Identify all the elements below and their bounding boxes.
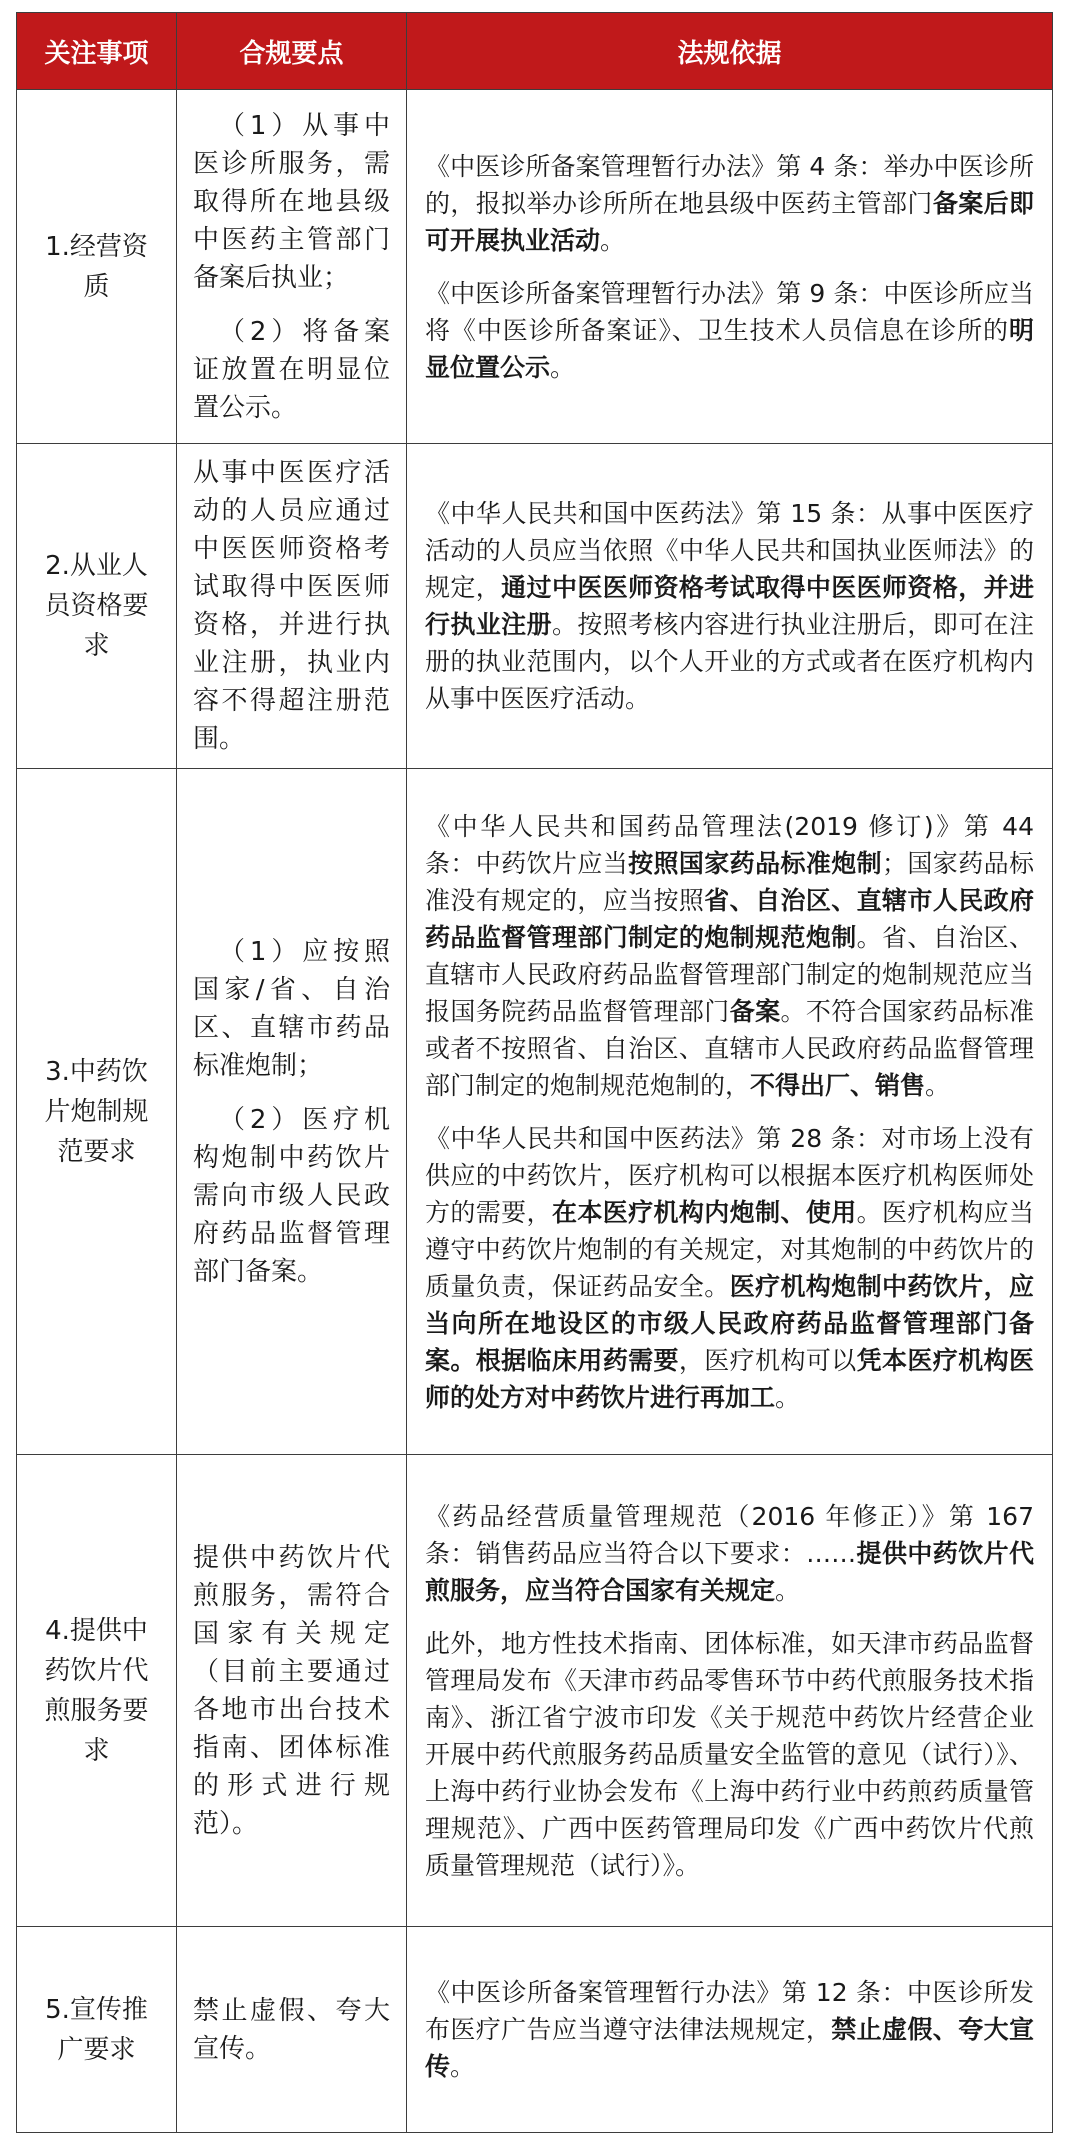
basis-text: 。不符合国家药品标准或者不按照省、自治区、直辖市人民政府药品监督管理部门制定的炮制规范炮制的， (425, 996, 1034, 1100)
legal-basis-paragraph (425, 1625, 1034, 1884)
legal-basis-paragraph (425, 1120, 1034, 1416)
emphasis-text: 医疗机构炮制中药饮片，应当向所在地设区的市级人民政府药品监督管理部门备案。根据临床用药需要 (425, 1271, 1034, 1375)
emphasis-text: 禁止虚假、夸大宣传 (425, 2015, 1034, 2081)
topic-cell: 5.宣传推广要求 (17, 1927, 177, 2133)
basis-text: 。按照考核内容进行执业注册后，即可在注册的执业范围内，以个人开业的方式或者在医疗机构内从事中医医疗活动。 (425, 610, 1034, 713)
legal-basis-paragraph (425, 275, 1034, 386)
header-legal-basis: 法规依据 (407, 13, 1053, 90)
legal-basis-cell (407, 1927, 1053, 2133)
basis-text: 《中华人民共和国中医药法》第 28 条：对市场上没有供应的中药饮片，医疗机构可以根据本医疗机构医师处方的需要， (425, 1123, 1034, 1227)
compliance-point: （1）应按照国家/省、自治区、直辖市药品标准炮制； (193, 936, 390, 1081)
compliance-point: 从事中医医疗活动的人员应通过中医医师资格考试取得中医医师资格，并进行执业注册，执业内容不得超注册范围。 (193, 458, 390, 754)
basis-text: 《中华人民共和国中医药法》第 15 条：从事中医医疗活动的人员应当依照《中华人民共和国执业医师法》的规定， (425, 499, 1034, 602)
emphasis-text: 按照国家药品标准炮制 (628, 848, 883, 878)
basis-text: 。 (925, 1070, 951, 1100)
basis-text: 。 (450, 2052, 476, 2081)
emphasis-text: 凭本医疗机构医师的处方对中药饮片进行再加工 (425, 1345, 1034, 1412)
header-topic: 关注事项 (17, 13, 177, 90)
legal-basis-paragraph (425, 1498, 1034, 1609)
compliance-point: （1）从事中医诊所服务，需取得所在地县级中医药主管部门备案后执业； (193, 110, 390, 293)
basis-text: 此外，地方性技术指南、团体标准，如天津市药品监督管理局发布《天津市药品零售环节中药代煎服务技术指南》、浙江省宁波市印发《关于规范中药饮片经营企业开展中药代煎服务药品质量安全监管的意见（试行）》、上海中药行业协会发布《上海中药行业中药煎药质量管理规范》、广西中医药管理局印发《广西中药饮片代煎质量管理规范（试行）》。 (425, 1628, 1034, 1880)
emphasis-text: 备案 (729, 996, 781, 1026)
basis-text: 。省、自治区、直辖市人民政府药品监督管理部门制定的炮制规范应当报国务院药品监督管理部门 (425, 922, 1034, 1026)
compliance-points-cell (177, 769, 407, 1455)
legal-basis-paragraph (425, 495, 1034, 717)
compliance-points-cell (177, 1455, 407, 1927)
table-row (17, 444, 1053, 769)
header-compliance-points: 合规要点 (177, 13, 407, 90)
emphasis-text: 明显位置公示 (425, 315, 1034, 382)
basis-text: ；国家药品标准没有规定的，应当按照 (425, 848, 1034, 915)
basis-text: 。 (600, 225, 626, 255)
basis-text: 。 (550, 352, 576, 382)
emphasis-text: 备案后即可开展执业活动 (425, 188, 1034, 255)
legal-basis-cell (407, 1455, 1053, 1927)
topic-cell: 1.经营资质 (17, 90, 177, 444)
basis-text: 。 (775, 1575, 801, 1605)
emphasis-text: 在本医疗机构内炮制、使用 (551, 1197, 857, 1227)
compliance-points-cell (177, 444, 407, 769)
basis-text: 《中医诊所备案管理暂行办法》第 4 条：举办中医诊所的，报拟举办诊所所在地县级中医药主管部门 (425, 151, 1034, 218)
legal-basis-paragraph (425, 808, 1034, 1104)
basis-text: 。医疗机构应当遵守中药饮片炮制的有关规定，对其炮制的中药饮片的质量负责，保证药品安全。 (425, 1197, 1034, 1301)
table-row (17, 90, 1053, 444)
topic-cell: 3.中药饮片炮制规范要求 (17, 769, 177, 1455)
topic-cell: 2.从业人员资格要求 (17, 444, 177, 769)
basis-text: 。 (775, 1382, 801, 1412)
legal-basis-paragraph (425, 148, 1034, 259)
legal-basis-cell (407, 769, 1053, 1455)
emphasis-text: 提供中药饮片代煎服务，应当符合国家有关规定 (425, 1538, 1034, 1605)
basis-text: 《药品经营质量管理规范（2016 年修正）》第 167 条：销售药品应当符合以下要求：…… (425, 1501, 1034, 1568)
compliance-points-cell (177, 1927, 407, 2133)
basis-text: ，医疗机构可以 (678, 1345, 857, 1375)
table-row (17, 769, 1053, 1455)
legal-basis-cell (407, 444, 1053, 769)
basis-text: 《中医诊所备案管理暂行办法》第 9 条：中医诊所应当将《中医诊所备案证》、卫生技术人员信息在诊所的 (425, 278, 1034, 345)
compliance-point: （2）将备案证放置在明显位置公示。 (193, 316, 390, 423)
legal-basis-paragraph (425, 1974, 1034, 2085)
compliance-point: 提供中药饮片代煎服务，需符合国家有关规定（目前主要通过各地市出台技术指南、团体标准的形式进行规范）。 (193, 1542, 390, 1839)
table-header-row (17, 13, 1053, 90)
compliance-point: 禁止虚假、夸大宣传。 (193, 1995, 390, 2064)
basis-text: 《中华人民共和国药品管理法(2019 修订)》第 44 条：中药饮片应当 (425, 811, 1034, 878)
table-row (17, 1455, 1053, 1927)
emphasis-text: 通过中医医师资格考试取得中医医师资格，并进行执业注册 (425, 573, 1034, 639)
emphasis-text: 省、自治区、直辖市人民政府药品监督管理部门制定的炮制规范炮制 (425, 885, 1034, 952)
compliance-table (16, 12, 1053, 2133)
table-row (17, 1927, 1053, 2133)
compliance-point: （2）医疗机构炮制中药饮片需向市级人民政府药品监督管理部门备案。 (193, 1104, 390, 1287)
legal-basis-cell (407, 90, 1053, 444)
compliance-points-cell (177, 90, 407, 444)
emphasis-text: 不得出厂、销售 (750, 1070, 926, 1100)
basis-text: 《中医诊所备案管理暂行办法》第 12 条：中医诊所发布医疗广告应当遵守法律法规规定， (425, 1978, 1034, 2044)
topic-cell: 4.提供中药饮片代煎服务要求 (17, 1455, 177, 1927)
